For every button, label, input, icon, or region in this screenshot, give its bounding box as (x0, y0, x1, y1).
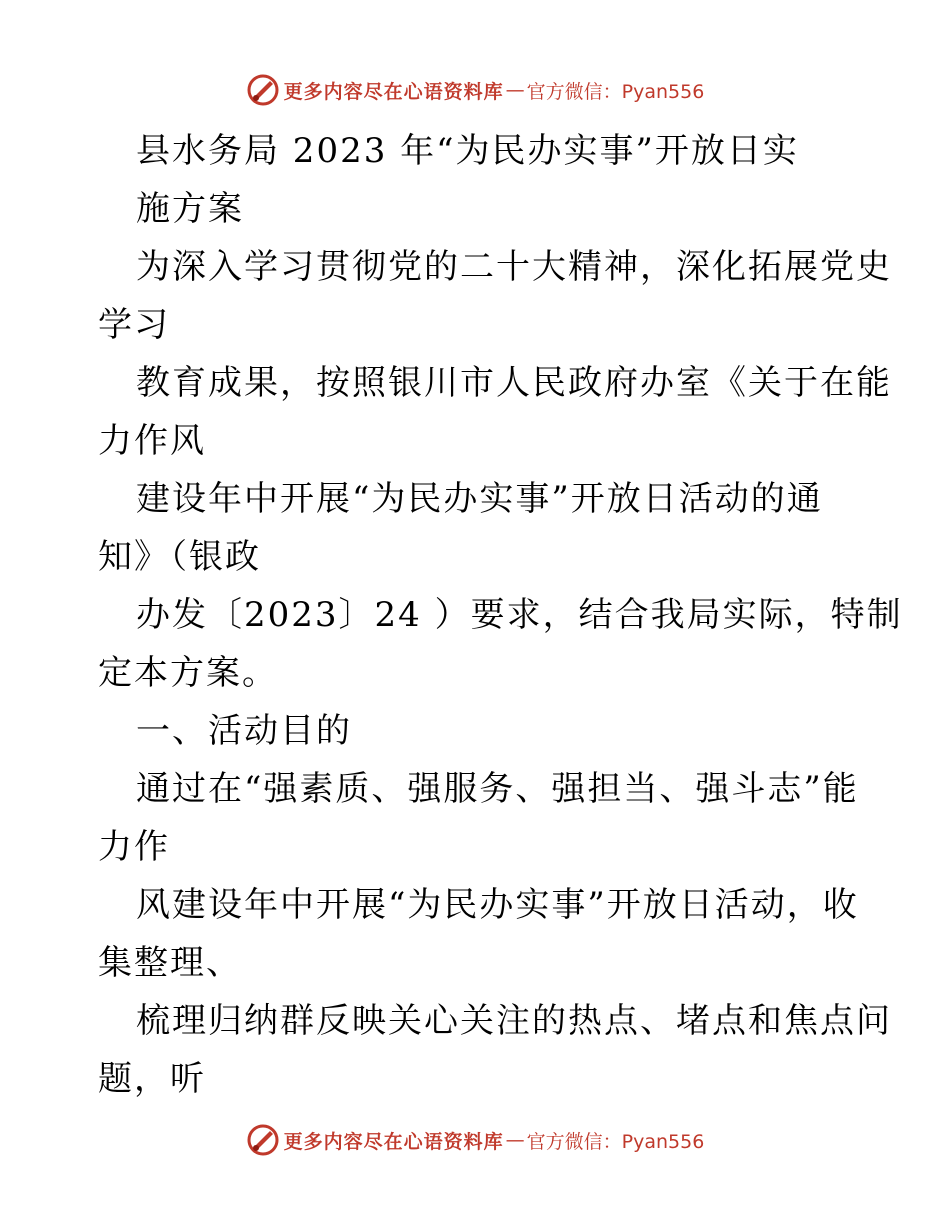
footer-banner (0, 1120, 950, 1160)
doc-title-line-2: 施方案 (136, 189, 244, 229)
ink-brush-logo-icon (246, 1123, 280, 1157)
ink-brush-logo-icon (246, 73, 280, 107)
footer-banner-wechat: 官方微信：Pyan556 (526, 1130, 705, 1153)
paragraph-line: 建设年中开展“为民办实事”开放日活动的通 (136, 479, 823, 519)
header-banner (0, 70, 950, 110)
paragraph-line: 集整理、 (98, 943, 242, 983)
doc-title-line-1: 县水务局 2023 年“为民办实事”开放日实 (136, 131, 799, 171)
paragraph-line: 定本方案。 (98, 653, 278, 693)
paragraph-line: 题，听 (98, 1059, 206, 1099)
section-heading: 一、活动目的 (136, 711, 352, 751)
paragraph-line: 梳理归纳群反映关心关注的热点、堵点和焦点问 (136, 1001, 892, 1041)
paragraph-line: 力作风 (98, 421, 206, 461)
paragraph-line: 力作 (98, 827, 170, 867)
header-banner-text: 更多内容尽在心语资料库 (283, 80, 504, 103)
document-body (98, 122, 903, 1108)
paragraph-line: 通过在“强素质、强服务、强担当、强斗志”能 (136, 769, 859, 809)
paragraph-line: 学习 (98, 305, 170, 345)
header-banner-separator: — (505, 79, 525, 101)
paragraph-line: 教育成果，按照银川市人民政府办室《关于在能 (136, 363, 892, 403)
footer-banner-text: 更多内容尽在心语资料库 (283, 1130, 504, 1153)
footer-banner-separator: — (505, 1129, 525, 1151)
paragraph-line: 办发〔2023〕24 ）要求，结合我局实际，特制 (136, 595, 903, 635)
paragraph-line: 为深入学习贯彻党的二十大精神，深化拓展党史 (136, 247, 892, 287)
header-banner-wechat: 官方微信：Pyan556 (526, 80, 705, 103)
paragraph-line: 风建设年中开展“为民办实事”开放日活动，收 (136, 885, 859, 925)
paragraph-line: 知》（银政 (98, 537, 261, 577)
